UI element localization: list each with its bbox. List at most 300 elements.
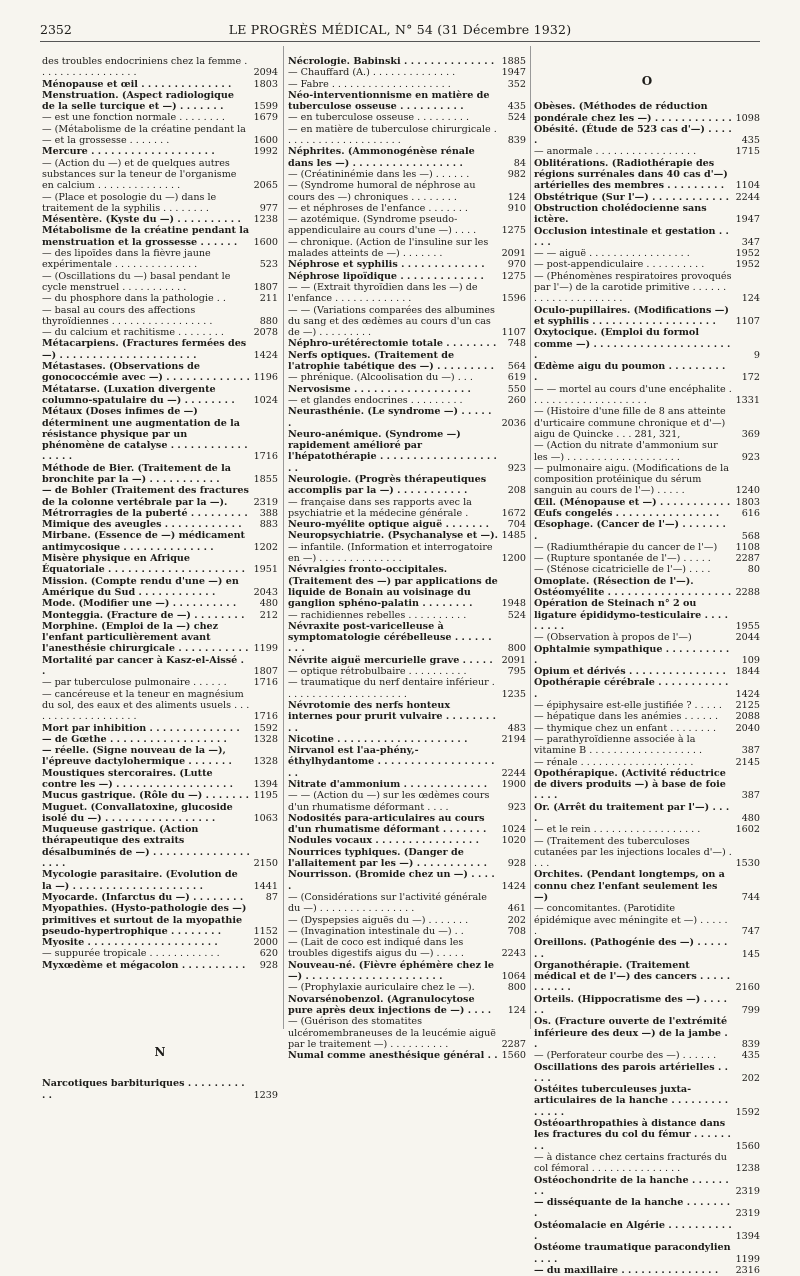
entry-page-number: 1424 [501, 880, 526, 892]
entry-page-number: 568 [741, 530, 760, 542]
index-entry [288, 406, 526, 429]
entry-page-number: 2088 [735, 711, 760, 723]
entry-page-number: 1560 [501, 1050, 526, 1062]
entry-page-number: 1679 [253, 112, 278, 124]
index-entry [42, 903, 278, 937]
entry-page-number: 1108 [735, 541, 760, 553]
index-entry [534, 101, 760, 124]
entry-page-number: 260 [507, 394, 526, 406]
entry-text: Mode. (Modifier une —) . . . . . . . . . . [42, 598, 237, 610]
index-entry [288, 56, 526, 67]
entry-text: — (Lait de coco est indiqué dans les troubles digestifs aigus du —) . . . . . [288, 937, 464, 960]
index-entry [42, 192, 278, 215]
entry-page-number: 704 [507, 519, 526, 531]
entry-text: — (Action du nitrate d'ammonium sur les —) . . . . . . . . . . . . . . . . . . . [534, 440, 718, 463]
entry-page-number: 202 [507, 914, 526, 926]
entry-page-number: 1275 [501, 225, 526, 237]
entry-text: Métatarse. (Luxation divergente columno-spatulaire du —) . . . . . . . . [42, 383, 235, 406]
entry-page-number: 1152 [253, 925, 278, 937]
index-entry [534, 406, 760, 440]
entry-page-number: 1807 [253, 666, 278, 678]
index-entry [534, 1050, 760, 1061]
entry-text: — hépatique dans les anémies . . . . . . [534, 711, 719, 723]
entry-page-number: 2000 [253, 937, 278, 949]
entry-page-number: 2160 [735, 982, 760, 994]
index-entry [288, 813, 526, 836]
entry-text: Ostéome traumatique paracondylien . . . . [534, 1242, 731, 1265]
entry-text: Nécrologie. Babinski . . . . . . . . . . . . . . [288, 56, 495, 67]
entry-text: Orteils. (Hippocratisme des —) . . . . . . [534, 993, 727, 1017]
entry-text: Neurologie. (Progrès thérapeutiques accomplis par la —) . . . . . . . . . . . [288, 473, 487, 497]
entry-text: Œdème aigu du poumon . . . . . . . . . . [534, 361, 726, 384]
index-entry [534, 802, 760, 825]
index-entry [534, 666, 760, 677]
index-entry [42, 508, 278, 519]
index-entry [42, 79, 278, 90]
entry-text: — — (Action du —) sur les œdèmes cours d'un rhumatisme déformant . . . . [288, 790, 490, 813]
entry-text: — à distance chez certains fracturés du col fémoral . . . . . . . . . . . . . . . [534, 1151, 727, 1175]
entry-text: Néphrose lipoïdique . . . . . . . . . . . . . [288, 270, 484, 282]
index-entry [534, 542, 760, 553]
entry-text: Nervosisme . . . . . . . . . . . . . . . . . . [288, 383, 471, 395]
entry-page-number: 1328 [253, 733, 278, 745]
entry-text: — française dans ses rapports avec la psychiatrie et la médecine générale . [288, 496, 472, 519]
page-number: 2352 [40, 22, 72, 37]
entry-page-number: 923 [741, 451, 760, 463]
entry-text: — Fabre . . . . . . . . . . . . . . . . . . . . [288, 78, 451, 90]
entry-text: Oscillations des parois artérielles . . . . . [534, 1061, 729, 1084]
entry-page-number: 208 [507, 485, 526, 497]
entry-page-number: 1020 [501, 835, 526, 847]
entry-page-number: 461 [507, 903, 526, 915]
entry-text: — (Guérison des stomatites ulcéromembraneuses de la leucémie aiguë par le traitement —) . . . . . . . . . . [288, 1016, 496, 1050]
entry-text: — concomitantes. (Parotidite épidémique avec méningite et —) . . . . . . [534, 903, 728, 937]
index-entry [534, 384, 760, 407]
entry-text: Œsophage. (Cancer de l'—) . . . . . . . . [534, 519, 726, 542]
index-entry [42, 824, 278, 869]
section-letter-o: O [641, 74, 653, 88]
index-entry [42, 576, 278, 599]
index-entry [534, 1175, 760, 1198]
index-entry [42, 960, 278, 971]
entry-page-number: 387 [741, 790, 760, 802]
entry-page-number: 145 [741, 948, 760, 960]
index-entry [288, 384, 526, 395]
index-entry [288, 530, 526, 541]
index-entry [42, 146, 278, 157]
entry-text: — (Phénomènes respiratoires provoqués par l'—) de la carotide primitive . . . . . . . . . . . . . . . . . . . . . [534, 270, 732, 305]
index-entry [534, 1152, 760, 1175]
entry-text: — est une fonction normale . . . . . . . . [42, 112, 225, 124]
entry-page-number: 1803 [735, 496, 760, 508]
entry-text: — (Perforateur courbe des —) . . . . . . [534, 1050, 717, 1062]
index-entry [288, 146, 526, 169]
entry-page-number: 2319 [253, 496, 278, 508]
index-entry [534, 203, 760, 226]
entry-text: — du calcium et rachitisme . . . . . . . . [42, 327, 224, 339]
index-entry [42, 248, 278, 271]
entry-page-number: 109 [741, 654, 760, 666]
entry-page-number: 524 [507, 609, 526, 621]
index-entry [42, 689, 278, 723]
entry-text: — (Radiumthérapie du cancer de l'—) [534, 541, 718, 553]
entry-page-number: 1196 [253, 372, 278, 384]
entry-page-number: 1199 [253, 643, 278, 655]
index-entry [288, 677, 526, 700]
entry-text: Obstétrique (Sur l'—) . . . . . . . . . . . . [534, 191, 729, 203]
entry-text: Néphrites. (Ammonogénèse rénale dans les —) . . . . . . . . . . . . . . . . . [288, 146, 475, 169]
entry-page-number: 2319 [735, 1208, 760, 1220]
entry-text: — (Sténose cicatricielle de l'—) . . . . [534, 564, 711, 576]
index-entry [534, 553, 760, 564]
index-entry [288, 915, 526, 926]
entry-text: Opothérapie cérébrale . . . . . . . . . . . . [534, 677, 729, 700]
entry-page-number: 1239 [253, 1089, 278, 1101]
section-letter-n: N [154, 1045, 166, 1060]
entry-text: Monteggia. (Fracture de —) . . . . . . . . [42, 609, 245, 621]
index-entry [42, 124, 278, 147]
entry-text: — traumatique du nerf dentaire inférieur . . . . . . . . . . . . . . . . . . . . . [288, 677, 495, 700]
index-entry [288, 282, 526, 305]
entry-text: — (Métabolisme de la créatine pendant la — et la grossesse . . . . . . . [42, 123, 246, 147]
index-entry [534, 700, 760, 711]
index-entry [534, 960, 760, 994]
entry-page-number: 9 [753, 349, 760, 361]
entry-page-number: 1107 [501, 327, 526, 339]
index-entry [534, 124, 760, 147]
entry-text: Mimique des aveugles . . . . . . . . . . . . [42, 519, 242, 531]
entry-text: Myxœdème et mégacolon . . . . . . . . . . [42, 959, 246, 971]
entry-page-number: 928 [259, 959, 278, 971]
index-entry [288, 982, 526, 993]
entry-page-number: 369 [741, 428, 760, 440]
entry-text: — — mortel au cours d'une encéphalite . . . . . . . . . . . . . . . . . . . . [534, 383, 732, 407]
entry-text: Métastases. (Observations de gonococcémie avec —) . . . . . . . . . . . . . [42, 361, 250, 384]
entry-text: Métabolisme de la créatine pendant la menstruation et la grossesse . . . . . . [42, 225, 250, 248]
entry-page-number: 970 [507, 259, 526, 271]
index-entry [42, 361, 278, 384]
index-entry [42, 677, 278, 688]
header-rule [40, 41, 760, 42]
entry-page-number: 480 [259, 598, 278, 610]
index-entry [534, 440, 760, 463]
index-entry [534, 576, 760, 599]
entry-text: Néphrose et syphilis . . . . . . . . . . . . . [288, 259, 485, 271]
index-entry [288, 847, 526, 870]
index-entry [288, 564, 526, 609]
entry-text: Oxytocique. (Emploi du formol comme —) . . . . . . . . . . . . . . . . . . . . . . [534, 327, 731, 361]
entry-text: Neuro-anémique. (Syndrome —) rapidement amélioré par l'hépatothérapie . . . . . . . . . . . . . . . . . . . . [288, 428, 497, 474]
entry-text: — de Gœthe . . . . . . . . . . . . . . . . . . [42, 733, 227, 745]
entries-m [42, 56, 278, 971]
index-entry [288, 338, 526, 349]
entry-text: — (Syndrome humoral de néphrose au cours des —) chroniques . . . . . . . . [288, 180, 476, 203]
entry-page-number: 2287 [501, 1038, 526, 1050]
entry-page-number: 2194 [501, 733, 526, 745]
entry-text: — thymique chez un enfant . . . . . . . . [534, 722, 717, 734]
index-entry [42, 384, 278, 407]
index-entry [534, 259, 760, 270]
entry-page-number: 1240 [735, 485, 760, 497]
index-entry [288, 474, 526, 497]
entry-text: — des lipoïdes dans la fièvre jaune expérimentale . . . . . . . . . . . . . . [42, 248, 211, 271]
index-entry [42, 112, 278, 123]
entry-text: Neurasthénie. (Le syndrome —) . . . . . . [288, 406, 492, 429]
entry-text: Œil. (Ménopause et —) . . . . . . . . . . . [534, 496, 731, 508]
entry-page-number: 799 [741, 1005, 760, 1017]
entry-text: Ostéites tuberculeuses juxta-articulaires de la hanche . . . . . . . . . . . . . . [534, 1084, 729, 1118]
index-entry [288, 180, 526, 203]
entry-text: Méthode de Bier. (Traitement de la bronchite par la —) . . . . . . . . . . . [42, 462, 231, 485]
entry-text: — — (Variations comparées des albumines du sang et des œdèmes au cours d'un cas de —) . . . . . . . . . [288, 304, 495, 339]
index-entry [42, 305, 278, 328]
index-entry [534, 497, 760, 508]
entry-page-number: 2044 [735, 632, 760, 644]
entry-text: Nicotine . . . . . . . . . . . . . . . . . . . . [288, 733, 468, 745]
index-entry [534, 734, 760, 757]
index-entry [288, 700, 526, 734]
index-entry [288, 124, 526, 147]
entry-page-number: 435 [741, 135, 760, 147]
index-entry [42, 948, 278, 959]
entry-text: Organothérapie. (Traitement médical et de l'—) des cancers . . . . . . . . . . . [534, 959, 731, 994]
entry-text: — réelle. (Signe nouveau de la —), l'épreuve dactylohermique . . . . . . . [42, 745, 232, 768]
entry-page-number: 1807 [253, 281, 278, 293]
entry-text: Neuropsychiatrie. (Psychanalyse et —). [288, 530, 498, 542]
entry-page-number: 1948 [501, 598, 526, 610]
entry-text: Métacarpiens. (Fractures fermées des —) . . . . . . . . . . . . . . . . . . . . . [42, 338, 247, 361]
entry-text: Névrite aiguë mercurielle grave . . . . . [288, 654, 493, 666]
entry-text: Obèses. (Méthodes de réduction pondérale chez les —) . . . . . . . . . . . . [534, 101, 732, 124]
entry-page-number: 202 [741, 1072, 760, 1084]
entries-o [534, 101, 760, 1276]
index-entry [42, 790, 278, 801]
entry-text: — (Histoire d'une fille de 8 ans atteinte d'urticaire commune chronique et d'—) aigu de Quincke . . . 281, 321, [534, 406, 726, 440]
index-entry [288, 305, 526, 339]
page-header [40, 22, 760, 40]
entry-page-number: 883 [259, 519, 278, 531]
entry-page-number: 87 [265, 891, 278, 903]
index-entry [288, 259, 526, 270]
index-entry [42, 214, 278, 225]
entry-page-number: 2091 [501, 248, 526, 260]
entry-text: Opothérapique. (Activité réductrice de divers produits —) à base de foie . . . . [534, 767, 726, 802]
index-entry [42, 869, 278, 892]
index-entry [42, 406, 278, 462]
entry-text: — suppurée tropicale . . . . . . . . . . . . [42, 948, 220, 960]
entry-page-number: 2036 [501, 417, 526, 429]
index-entry [42, 327, 278, 338]
index-entry [288, 519, 526, 530]
index-entry [534, 869, 760, 903]
entry-text: Mortalité par cancer à Kasz-el-Aissé . . [42, 654, 244, 678]
entry-text: Narcotiques barbituriques . . . . . . . . . . . [42, 1078, 245, 1101]
entry-page-number: 800 [507, 982, 526, 994]
index-entry [288, 835, 526, 846]
entry-text: Névraxite post-varicelleuse à symptomatologie cérébelleuse . . . . . . . . . [288, 620, 492, 655]
index-entry [42, 802, 278, 825]
entry-text: — du maxillaire . . . . . . . . . . . . . . . [534, 1264, 719, 1276]
entry-page-number: 1716 [253, 711, 278, 723]
index-entry [534, 361, 760, 384]
index-entry [288, 892, 526, 915]
index-entry [288, 960, 526, 983]
index-entry [42, 463, 278, 486]
index-entry [42, 225, 278, 248]
entry-text: — (Invagination intestinale du —) . . [288, 925, 464, 937]
index-entry [534, 677, 760, 700]
entry-page-number: 388 [259, 507, 278, 519]
index-entry [288, 790, 526, 813]
entry-text: Ostéoarthropathies à distance dans les fractures du col du fémur . . . . . . . . [534, 1118, 731, 1152]
index-entry [288, 112, 526, 123]
entry-page-number: 211 [259, 293, 278, 305]
index-entry [534, 1265, 760, 1276]
entry-text: — disséquante de la hanche . . . . . . . . [534, 1197, 731, 1220]
entry-text: Obstruction cholédocienne sans ictère. [534, 202, 707, 226]
entry-page-number: 923 [507, 801, 526, 813]
index-entry [288, 745, 526, 779]
entry-text: — infantile. (Information et interrogatoire en —) . . . . . . . . . . . . . . [288, 541, 493, 565]
entry-page-number: 1063 [253, 812, 278, 824]
entry-page-number: 1328 [253, 756, 278, 768]
entry-page-number: 620 [259, 948, 278, 960]
index-entry [42, 90, 278, 113]
entry-text: Œufs congelés . . . . . . . . . . . . . . . . [534, 507, 720, 519]
entry-page-number: 1098 [735, 112, 760, 124]
entry-page-number: 982 [507, 168, 526, 180]
index-entry [534, 632, 760, 643]
entry-page-number: 1716 [253, 677, 278, 689]
index-entry [288, 621, 526, 655]
entry-page-number: 80 [747, 564, 760, 576]
entry-page-number: 1064 [501, 971, 526, 983]
entry-page-number: 1441 [253, 880, 278, 892]
entry-page-number: 2243 [501, 948, 526, 960]
entry-text: Myopathies. (Hysto-pathologie des —) primitives et surtout de la myopathie pseudo-hypertrophique . . . . . . . . [42, 903, 247, 937]
entry-text: Orchites. (Pendant longtemps, on a connu chez l'enfant seulement les —) [534, 869, 725, 904]
entries-n-start [42, 1078, 278, 1101]
index-entry [288, 1050, 526, 1061]
index-entry [42, 621, 278, 655]
index-entry [288, 395, 526, 406]
entry-text: Novarsénobenzol. (Agranulocytose pure après deux injections de —) . . . . [288, 993, 492, 1016]
entries-n [288, 56, 526, 1061]
entry-page-number: 1900 [501, 779, 526, 790]
index-column-2 [288, 56, 526, 1061]
entry-page-number: 212 [259, 609, 278, 621]
entry-text: — anormale . . . . . . . . . . . . . . . . . [534, 146, 697, 158]
entry-page-number: 124 [507, 191, 526, 203]
entry-page-number: 1599 [253, 101, 278, 113]
index-entry [534, 824, 760, 835]
entry-text: — optique rétrobulbaire . . . . . . . . . . [288, 666, 467, 678]
entry-page-number: 923 [507, 462, 526, 474]
entry-page-number: 1602 [735, 824, 760, 836]
entry-page-number: 748 [507, 338, 526, 350]
index-column-3 [534, 56, 760, 1276]
index-entry [288, 542, 526, 565]
index-entry [42, 723, 278, 734]
index-entry [288, 429, 526, 474]
entry-text: Nodules vocaux . . . . . . . . . . . . . . . . [288, 835, 479, 847]
index-entry [534, 1197, 760, 1220]
entry-text: Oreillons. (Pathogénie des —) . . . . . . . [534, 937, 728, 960]
index-entry [288, 779, 526, 790]
entry-text: Menstruation. (Aspect radiologique de la selle turcique et —) . . . . . . . [42, 89, 234, 113]
entry-text: Opération de Steinach n° 2 ou ligature épididymo-testiculaire . . . . . . . . . [534, 598, 728, 632]
entry-page-number: 483 [507, 722, 526, 734]
entry-page-number: 1530 [735, 858, 760, 870]
entry-text: Ostéochondrite de la hanche . . . . . . . . [534, 1174, 729, 1197]
index-entry [534, 146, 760, 157]
entry-page-number: 2288 [735, 587, 760, 599]
entry-page-number: 2145 [735, 756, 760, 768]
entry-text: — Chauffard (A.) . . . . . . . . . . . . . . [288, 67, 456, 79]
entry-page-number: 1844 [735, 666, 760, 678]
index-entry [288, 203, 526, 214]
entry-text: Nitrate d'ammonium . . . . . . . . . . . . . [288, 779, 488, 790]
entry-text: des troubles endocriniens chez la femme . . . . . . . . . . . . . . . . . [42, 56, 248, 79]
index-entry [288, 869, 526, 892]
entry-page-number: 1951 [253, 564, 278, 576]
entry-text: — (Rupture spontanée de l'—) . . . . . [534, 553, 711, 565]
index-column-1 [42, 56, 278, 1101]
entry-page-number: 1200 [501, 553, 526, 565]
index-entry [42, 158, 278, 192]
entry-text: Ophtalmie sympathique . . . . . . . . . . . [534, 643, 730, 666]
index-entry [534, 1242, 760, 1265]
index-entry [534, 226, 760, 249]
index-entry [534, 1062, 760, 1085]
entry-text: — (Considérations sur l'activité générale du —) . . . . . . . . . . . . . . . . [288, 891, 487, 915]
entry-text: — de Bohler (Traitement des fractures de la colonne vertébrale par la —). [42, 485, 249, 508]
index-entry [42, 768, 278, 791]
entry-text: — parathyroïdienne associée à la vitamine B . . . . . . . . . . . . . . . . . . . [534, 733, 703, 757]
entry-page-number: 2244 [735, 191, 760, 203]
entry-page-number: 124 [741, 293, 760, 305]
index-entry [288, 169, 526, 180]
entry-text: — rénale . . . . . . . . . . . . . . . . . . . [534, 756, 694, 768]
entry-page-number: 1672 [501, 507, 526, 519]
entry-page-number: 1592 [253, 722, 278, 734]
entry-text: — (Observation à propos de l'—) [534, 632, 692, 644]
index-entry [42, 598, 278, 609]
entry-page-number: 1024 [501, 824, 526, 836]
index-entry [42, 734, 278, 745]
entry-page-number: 744 [741, 892, 760, 904]
entry-page-number: 1952 [735, 259, 760, 271]
entry-text: Nouveau-né. (Fièvre éphémère chez le —) . . . . . . . . . . . . . . . . . . . . . [288, 959, 495, 983]
entry-text: Misère physique en Afrique Équatoriale . . . . . . . . . . . . . . . . . . . . . [42, 553, 245, 576]
entry-page-number: 1596 [501, 293, 526, 305]
index-entry [534, 598, 760, 632]
entry-text: Numal comme anesthésique général . . [288, 1050, 498, 1062]
entry-text: Mort par inhibition . . . . . . . . . . . . . . [42, 722, 240, 734]
index-entry [288, 926, 526, 937]
entry-page-number: 2316 [735, 1264, 760, 1276]
entry-page-number: 1947 [735, 214, 760, 226]
entry-text: Omoplate. (Résection de l'—). Ostéomyélite . . . . . . . . . . . . . . . . . . . [534, 575, 732, 599]
index-entry [534, 1118, 760, 1152]
entry-text: Obésité. (Étude de 523 cas d'—) . . . . . [534, 123, 732, 147]
index-entry [534, 271, 760, 305]
entry-text: Mirbane. (Essence de —) médicament antimycosique . . . . . . . . . . . . . . [42, 530, 245, 553]
index-entry [288, 372, 526, 383]
entry-page-number: 1952 [735, 248, 760, 260]
index-entry [534, 248, 760, 259]
entry-text: — post-appendiculaire . . . . . . . . . . [534, 259, 705, 271]
